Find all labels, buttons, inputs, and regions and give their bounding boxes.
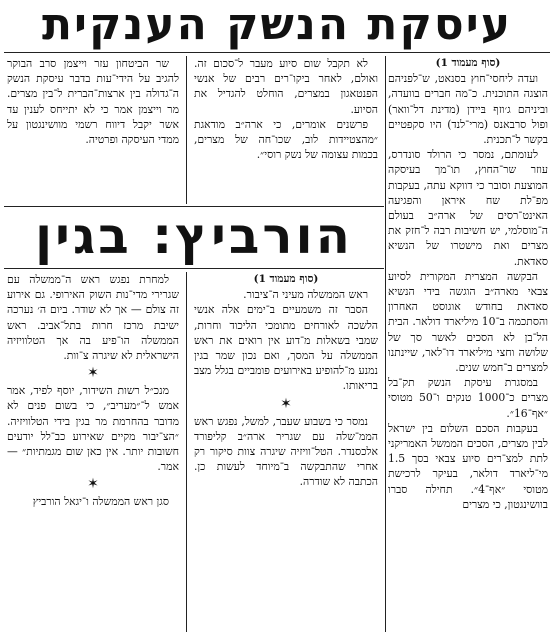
article-paragraph: סגן ראש הממשלה ו־יגאל הורביץ: [32, 495, 169, 509]
article-paragraph: ועדה ליחסי־חוץ בסנאט, ש־לפניהם הוצגה התוכנית. כ־מה חברים בוועדה, וביניהם ג׳וזף בּיידן (מדינת דל־וואר) ופול סרבאנס (מרי־לנד) היו סקפטיים בקשר ל־תכנית.: [388, 72, 548, 147]
separator-star-icon: ✶: [280, 395, 292, 412]
article1-middle-column: [194, 56, 378, 204]
article1-left-column: [7, 56, 179, 204]
main-headline: עיסקת הנשק הענקית: [41, 0, 513, 50]
article-paragraph: פרשנים אומרים, כי ארה״ב מודאגת ״מהצטיידות לוב, שכו־חה של מצרים, בכמות עצומה של נשק רוסי״.: [194, 117, 378, 162]
article2-middle-column: [194, 272, 378, 632]
second-headline: הורביץ: בגין: [34, 207, 353, 265]
continuation-tag: (סוף מעמוד 1): [435, 57, 501, 69]
article-paragraph: בעקבות הסכם השלום בין ישראל לבין מצרים, הסכים הממשל האמריקני לתת למצ־רים סיוע צבאי בסך 1.5 מי־ליארד דולאר, בעיקר לרכישת מטוסי ״אף־4״. תחילה סברו בוושינגטון, כי מצרים: [388, 421, 548, 511]
article-paragraph: לעומתם, נמסר כי הרולד סונדרס, עוזר שר־החוץ, תו־מך בעיסקה המוצעת וסובר כי דווקא עתה, בעקבות מפ־לת שח איראן והפגיעה האינט־רסים של ארה״ב בעולם ה־מוסלמי, יש חשיבות רבה ל־חזק את מצרים ואת מישטרו של הנשיא סאדאת.: [388, 148, 548, 268]
article-paragraph: למחרת נפגש ראש ה־ממשלה עם שגרירי מדי־נות השוק האירופי. גם אירוע זה צולם — אך לא שודר. ביום ה׳ נערכה ישיבת מרכז חרות בתל־אביב. ראש הממשלה הו־פיע בה אך הטלוויזיה הישראלית לא שיגרה צ־וות.: [7, 273, 179, 363]
column-rule: [385, 56, 386, 632]
continuation-tag: (סוף מעמוד 1): [253, 273, 319, 285]
article1-right-column: [388, 56, 548, 632]
article-paragraph: ראש הממשלה מעיני ה־ציבור.: [243, 288, 368, 302]
separator-star-icon: ✶: [87, 476, 99, 493]
article-paragraph: מנכ״ל רשות השידור, יוסף לפיד, אמר אמש ל־״מעריב״, כי בשום פנים לא מדובר בהחרמת מר בגין בידי הטלוויזיה. ״הצ־יבור מקיים שאירוע כב־לל יודעים חשובות יותר. אין כאן שום מגמתיות״ — אמר.: [7, 384, 179, 474]
second-headline-rule: [4, 268, 384, 269]
article-paragraph: שר הביטחון עזר וייצמן סרב הבוקר להגיב על הידי־עות בדבר עיסקת הנשק ה־גדולה בין ארצות־הברית ל־בין מצרים. מר וייצמן אמר כי לא יתייחס לענין עד אשר יקבל דיווח רשמי מוושינגטון על ממדי העיסקה ופרטיה.: [7, 57, 179, 147]
article2-left-column: [7, 272, 179, 632]
separator-star-icon: ✶: [87, 365, 99, 382]
headline-rule: [4, 52, 550, 53]
column-rule: [186, 272, 187, 632]
article-paragraph: הסבר זה משמעיים ב־ימים אלה אנשי הלשכה לאורחים מתומכי הליכוד וחרות, שמבי בשאלות מ־דוע אין רואים את ראש הממשלה על המסך, ואם נכון שמר בגין נמנע מ־להופיע באירועים פומביים בגלל מצב בריאותו.: [194, 303, 378, 393]
article-paragraph: הבקשה המצרית המקורית לסיוע צבאי מארה״ב הוגשה בידי הנשיא סאדאת בחודש אוגוסט האחרון והסתכמה ב־10 מיליארד דולאר. הבית הל־בן לא הסכים לאשר סך של שלושה וחצי מיליארד דו־לאר, שיינתנו למצרים ב־חמש שנים.: [388, 269, 548, 375]
column-rule: [186, 56, 187, 204]
article-paragraph: לא תקבל שום סיוע מעבר ל־סכום זה. ואולם, לאחר ביקו־רים רבים של אנשי הפנטאגון במצרים, הוחלט להגדיל את הסיוע.: [194, 57, 378, 116]
article-paragraph: נמסר כי בשבוע שעבר, למשל, נפגש ראש הממ־שלה עם שגריר ארה״ב קליפורד אלכסנדר. הטל־וויזיה שיגרה צוות סיקור רק אחרי שהתבקשה ב־מיוחד לעשות כן. הכתבה לא שודרה.: [194, 414, 378, 489]
article-paragraph: במסגרת עיסקת הנשק תק־בל מצרים כ־1000 טנקים ו־50 מטוסי ״אף־16״.: [388, 376, 548, 420]
